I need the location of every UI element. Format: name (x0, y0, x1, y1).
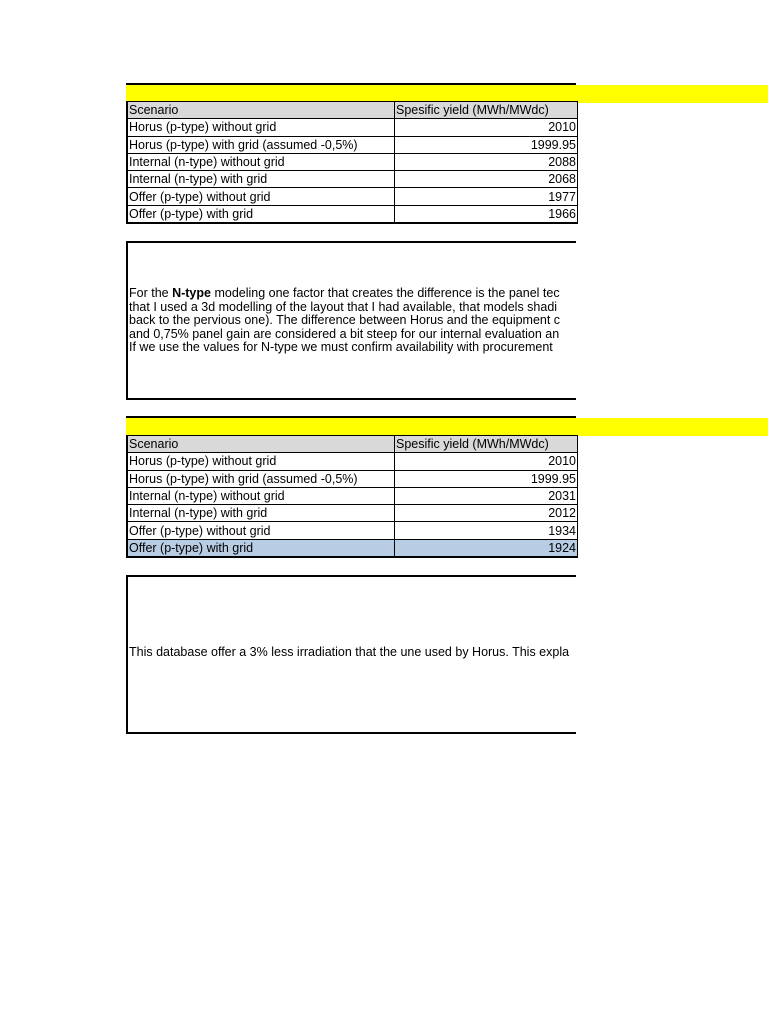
table-row (127, 188, 578, 205)
scenario-cell[interactable]: Internal (n-type) with grid (127, 171, 395, 188)
section1-yield-table (126, 101, 578, 224)
scenario-cell[interactable]: Offer (p-type) with grid (127, 205, 395, 223)
yield-cell[interactable]: 1934 (395, 522, 578, 539)
note-line: back to the pervious one). The difference between Horus and the equipment c (129, 314, 561, 327)
yield-cell[interactable]: 1977 (395, 188, 578, 205)
section2-note-box[interactable] (126, 575, 576, 734)
table-row (127, 136, 578, 153)
yield-cell[interactable]: 2012 (395, 505, 578, 522)
header-scenario-cell[interactable]: Scenario (127, 102, 395, 119)
yield-cell[interactable]: 1966 (395, 205, 578, 223)
note-line: If we use the values for N-type we must confirm availability with procurement (129, 341, 553, 354)
scenario-cell[interactable]: Offer (p-type) with grid (127, 539, 395, 557)
table-row (127, 171, 578, 188)
table-row (127, 470, 578, 487)
scenario-cell[interactable]: Horus (p-type) with grid (assumed -0,5%) (127, 136, 395, 153)
section2-yield-table (126, 435, 578, 558)
table-row-selected (127, 539, 578, 557)
scenario-cell[interactable]: Horus (p-type) without grid (127, 453, 395, 470)
scenario-cell[interactable]: Internal (n-type) without grid (127, 153, 395, 170)
note-text: modeling one factor that creates the difference is the panel tec (210, 287, 560, 300)
note-text: For the (129, 287, 173, 300)
table-row (127, 487, 578, 504)
scenario-cell[interactable]: Horus (p-type) without grid (127, 119, 395, 136)
yield-cell[interactable]: 1999.95 (395, 136, 578, 153)
table-header-row (127, 102, 578, 119)
yield-cell[interactable]: 1924 (395, 539, 578, 557)
table-row (127, 153, 578, 170)
table-row (127, 505, 578, 522)
scenario-cell[interactable]: Horus (p-type) with grid (assumed -0,5%) (127, 470, 395, 487)
scenario-cell[interactable]: Offer (p-type) without grid (127, 522, 395, 539)
note-line: that I used a 3d modelling of the layout that I had available, that models shadi (129, 300, 558, 314)
yield-cell[interactable]: 2068 (395, 171, 578, 188)
note-bold-text: N-type (172, 287, 211, 300)
table-header-row (127, 436, 578, 453)
note-line: and 0,75% panel gain are considered a bit steep for our internal evaluation an (129, 327, 560, 341)
table-row (127, 522, 578, 539)
yield-cell[interactable]: 1999.95 (395, 470, 578, 487)
section1-note-box[interactable] (126, 241, 576, 400)
section2-yellow-highlight[interactable] (126, 418, 768, 436)
scenario-cell[interactable]: Internal (n-type) without grid (127, 487, 395, 504)
yield-cell[interactable]: 2031 (395, 487, 578, 504)
note-line: This database offer a 3% less irradiation that the une used by Horus. This expla (129, 646, 570, 659)
header-yield-cell[interactable]: Spesific yield (MWh/MWdc) (395, 102, 578, 119)
yield-cell[interactable]: 2010 (395, 119, 578, 136)
yield-cell[interactable]: 2010 (395, 453, 578, 470)
header-yield-cell[interactable]: Spesific yield (MWh/MWdc) (395, 436, 578, 453)
note-line (128, 287, 576, 301)
scenario-cell[interactable]: Offer (p-type) without grid (127, 188, 395, 205)
table-row (127, 453, 578, 470)
table-row (127, 205, 578, 223)
scenario-cell[interactable]: Internal (n-type) with grid (127, 505, 395, 522)
yield-cell[interactable]: 2088 (395, 153, 578, 170)
table-row (127, 119, 578, 136)
header-scenario-cell[interactable]: Scenario (127, 436, 395, 453)
